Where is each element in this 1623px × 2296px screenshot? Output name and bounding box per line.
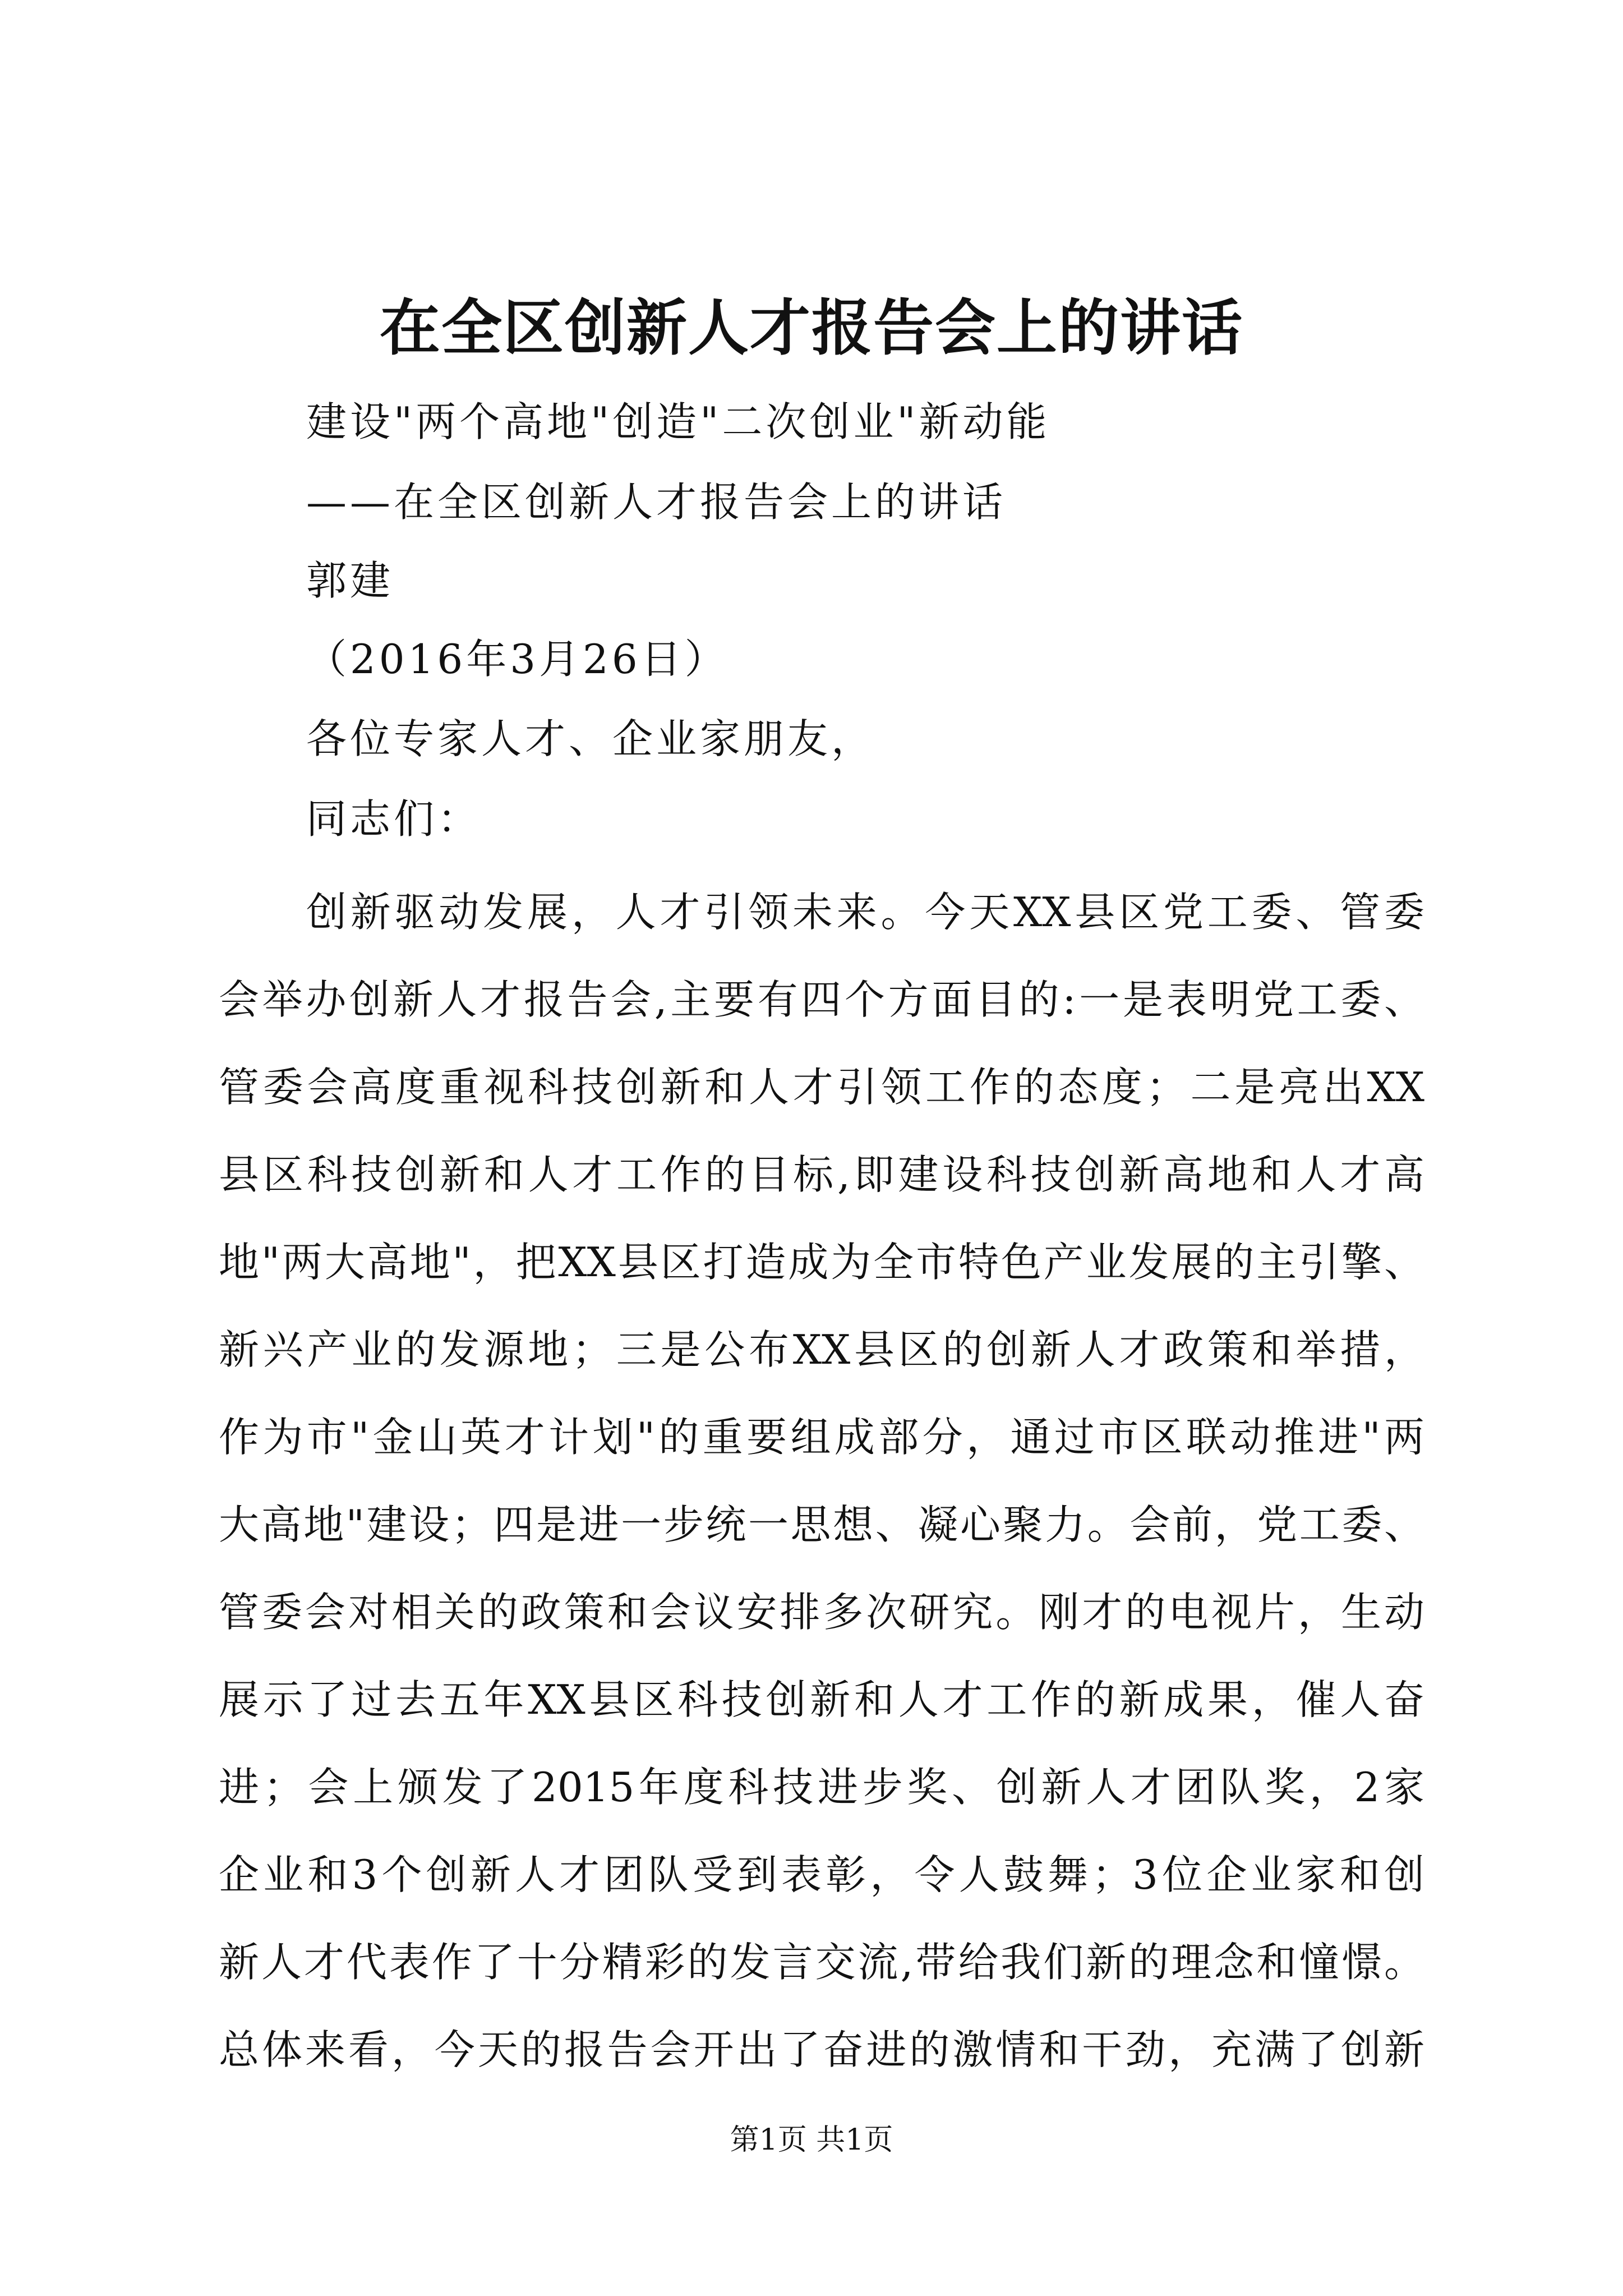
body-line: 展示了过去五年XX县区科技创新和人才工作的新成果，催人奋 (219, 1676, 1424, 1723)
speech-subtitle: 建设"两个高地"创造"二次创业"新动能 (306, 398, 1050, 445)
body-line: 管委会高度重视科技创新和人才引领工作的态度；二是亮出XX (219, 1064, 1424, 1111)
body-line: 管委会对相关的政策和会议安排多次研究。刚才的电视片，生动 (219, 1589, 1424, 1636)
body-line: 地"两大高地"，把XX县区打造成为全市特色产业发展的主引擎、 (219, 1239, 1424, 1286)
body-line: 大高地"建设；四是进一步统一思想、凝心聚力。会前，党工委、 (219, 1501, 1424, 1548)
speech-subtitle-occasion: ——在全区创新人才报告会上的讲话 (306, 478, 1007, 526)
body-line: 总体来看，今天的报告会开出了奋进的激情和干劲，充满了创新 (219, 2026, 1424, 2073)
body-line: 进；会上颁发了2015年度科技进步奖、创新人才团队奖，2家 (219, 1764, 1424, 1811)
body-line: 创新驱动发展，人才引领未来。今天XX县区党工委、管委 (306, 889, 1424, 936)
body-line: 会举办创新人才报告会,主要有四个方面目的:一是表明党工委、 (219, 976, 1424, 1023)
body-line: 企业和3个创新人才团队受到表彰，令人鼓舞；3位企业家和创 (219, 1851, 1424, 1898)
speech-body (219, 868, 1424, 2093)
body-line: 作为市"金山英才计划"的重要组成部分，通过市区联动推进"两 (219, 1414, 1424, 1461)
speech-date: （2016年3月26日） (306, 636, 728, 683)
page-footer: 第1页 共1页 (730, 2123, 893, 2157)
speaker-name: 郭建 (306, 557, 394, 604)
body-line: 新兴产业的发源地；三是公布XX县区的创新人才政策和举措， (219, 1326, 1424, 1373)
body-line: 新人才代表作了十分精彩的发言交流,带给我们新的理念和憧憬。 (219, 1939, 1424, 1986)
salutation-guests: 各位专家人才、企业家朋友， (306, 715, 875, 762)
body-line: 县区科技创新和人才工作的目标,即建设科技创新高地和人才高 (219, 1151, 1424, 1198)
document-title: 在全区创新人才报告会上的讲话 (379, 293, 1243, 364)
salutation-comrades: 同志们： (306, 795, 482, 843)
